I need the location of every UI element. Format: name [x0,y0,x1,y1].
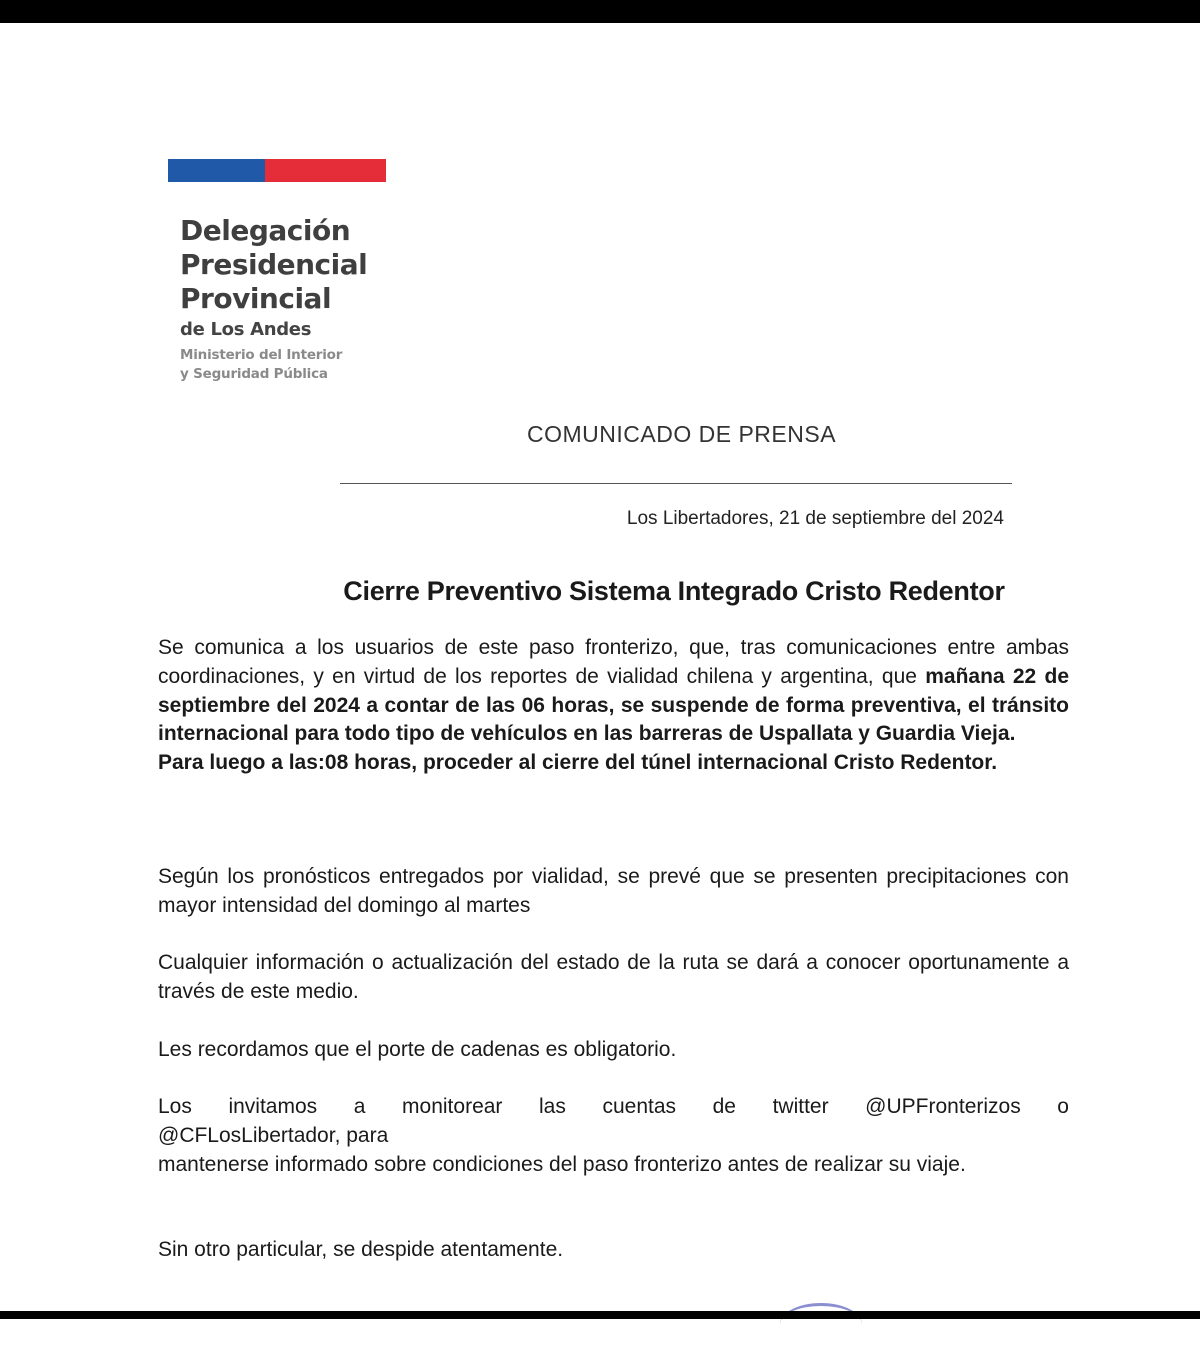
stamp-seal-edge [780,1303,862,1346]
logo-flag-stripe [168,159,386,182]
ministry-line-1: Ministerio del Interior [180,347,343,363]
org-line-2: Presidencial [180,248,368,281]
document-date: Los Libertadores, 21 de septiembre del 2024 [626,508,1004,529]
paragraph-5 [158,1093,1069,1179]
paragraph-5-line-1: Los invitamos a monitorear las cuentas de twitter @UPFronterizos o [158,1095,1069,1118]
flag-red-segment [265,159,386,182]
org-line-1: Delegación [180,214,351,247]
ministry-line-2: y Seguridad Pública [180,366,328,382]
organization-logo [180,214,367,384]
paragraph-3: Cualquier información o actualización del estado de la ruta se dará a conocer oportunamente a través de este medio. [158,951,1069,1003]
paragraph-1-intro: Se comunica a los usuarios de este paso fronterizo, que, tras comunicaciones entre ambas coordinaciones, y en virtud de los reportes de vialidad chilena y argentina, que [158,636,1069,688]
header-divider [340,483,1012,484]
paragraph-4: Les recordamos que el porte de cadenas es obligatorio. [158,1038,677,1061]
closing-line: Sin otro particular, se despide atentamente. [158,1238,564,1261]
document-title: Cierre Preventivo Sistema Integrado Cristo Redentor [343,576,1005,606]
bottom-black-border [0,1311,1200,1319]
paragraph-5-line-2: @CFLosLibertador, para [158,1123,389,1147]
paragraph-2: Según los pronósticos entregados por vialidad, se prevé que se presenten precipitaciones con mayor intensidad del domingo al martes [158,865,1069,917]
paragraph-1-bold-2: Para luego a las:08 horas, proceder al cierre del túnel internacional Cristo Redentor. [158,751,998,775]
top-black-border [0,0,1200,23]
org-line-4: de Los Andes [180,319,312,340]
paragraph-5-line-3: mantenerse informado sobre condiciones del paso fronterizo antes de realizar su viaje. [158,1152,966,1176]
paragraph-1-bold: mañana 22 de septiembre del 2024 a contar de las 06 horas, se suspende de forma preventiva, el tránsito internacional para todo tipo de vehículos en las barreras de Uspallata y Guardia Vieja. [158,664,1070,746]
flag-blue-segment [168,159,265,182]
document-kind: COMUNICADO DE PRENSA [527,421,837,447]
paragraph-1 [158,634,1069,778]
org-line-3: Provincial [180,282,332,315]
